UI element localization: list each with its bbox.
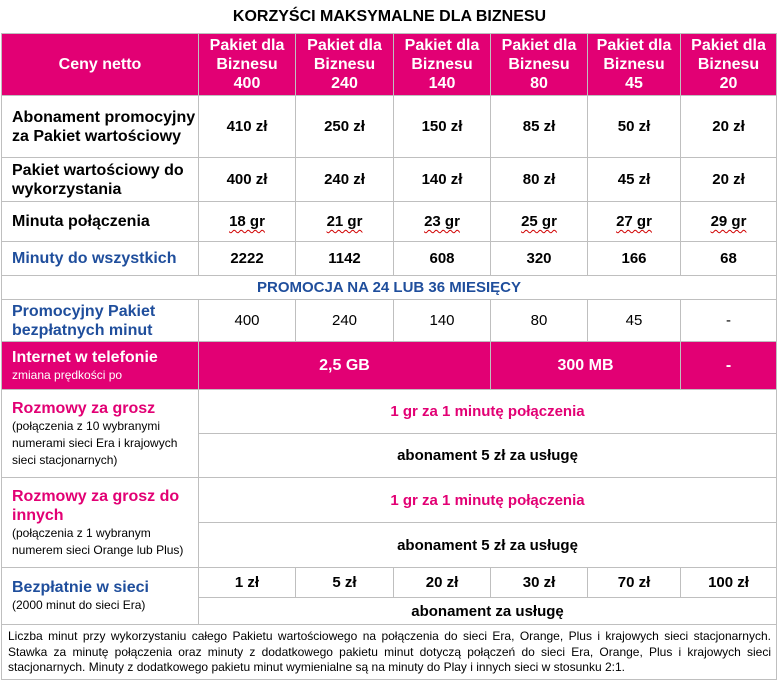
row-abonament — [2, 96, 777, 158]
cell-value: 320 — [491, 242, 588, 276]
cell-value: - — [681, 300, 777, 342]
cell-value: 240 — [296, 300, 394, 342]
cell-value: abonament 5 zł za usługę — [199, 434, 777, 478]
cell-value: 608 — [394, 242, 491, 276]
cell-value: 250 zł — [296, 96, 394, 158]
cell-value: 1142 — [296, 242, 394, 276]
cell-value: 50 zł — [588, 96, 681, 158]
row-label: Promocyjny Pakiet bezpłatnych minut — [2, 300, 199, 342]
row-grosz — [2, 390, 777, 434]
row-label-text: Rozmowy za grosz — [12, 399, 156, 417]
header-label: Ceny netto — [2, 34, 199, 96]
row-label: Minuta połączenia — [2, 202, 199, 242]
cell-value: 140 zł — [394, 158, 491, 202]
cell-value: 20 zł — [394, 568, 491, 598]
cell-value: 45 — [588, 300, 681, 342]
pricing-table — [1, 33, 777, 680]
cell-value: 1 gr za 1 minutę połączenia — [199, 478, 777, 523]
cell-value: 400 zł — [199, 158, 296, 202]
cell-text: 27 gr — [616, 213, 652, 230]
cell-value: 140 — [394, 300, 491, 342]
header-row — [2, 34, 777, 96]
cell-value: 85 zł — [491, 96, 588, 158]
cell-text: 21 gr — [326, 213, 363, 230]
row-label: Abonament promocyjny za Pakiet wartościowy — [2, 96, 199, 158]
cell-value — [681, 202, 777, 242]
cell-text: 23 gr — [424, 213, 460, 230]
cell-value: 70 zł — [588, 568, 681, 598]
cell-value: 68 — [681, 242, 777, 276]
cell-value: 410 zł — [199, 96, 296, 158]
cell-value: 45 zł — [588, 158, 681, 202]
footnote: Liczba minut przy wykorzystaniu całego Pakietu wartościowego na połączenia do sieci Era, Orange, Plus i krajowych sieci stacjonarnych. Stawka za minutę połączenia oraz minuty z dodatkowego pakietu minut dotyczą połączeń do sieci Era, Orange, Plus i krajowych sieci stacjonarnych. Minuty z dodatkowego pakietu minut wymienialne są na minuty do Play i innych sieci w stosunku 2:1. — [2, 625, 777, 680]
cell-value: 5 zł — [296, 568, 394, 598]
row-label — [2, 568, 199, 625]
cell-value: 240 zł — [296, 158, 394, 202]
cell-text: 25 gr — [521, 213, 557, 230]
row-promo-pakiet — [2, 300, 777, 342]
row-label — [2, 390, 199, 478]
cell-value — [199, 202, 296, 242]
cell-value: 2,5 GB — [199, 342, 491, 390]
cell-value: 166 — [588, 242, 681, 276]
cell-value: abonament 5 zł za usługę — [199, 523, 777, 568]
row-footnote — [2, 625, 777, 680]
row-label — [2, 342, 199, 390]
row-minuta — [2, 202, 777, 242]
header-package-80: Pakiet dla Biznesu 80 — [491, 34, 588, 96]
cell-value: 300 MB — [491, 342, 681, 390]
cell-value — [394, 202, 491, 242]
cell-value: 30 zł — [491, 568, 588, 598]
row-label: Minuty do wszystkich — [2, 242, 199, 276]
cell-value: 2222 — [199, 242, 296, 276]
row-promocja — [2, 276, 777, 300]
row-label-text: Internet w telefonie — [12, 348, 158, 366]
cell-value: 400 — [199, 300, 296, 342]
cell-value: 80 — [491, 300, 588, 342]
cell-text: 18 gr — [229, 213, 265, 230]
header-package-45: Pakiet dla Biznesu 45 — [588, 34, 681, 96]
cell-value — [588, 202, 681, 242]
row-label-text: Bezpłatnie w sieci — [12, 579, 149, 596]
row-bezplatnie — [2, 568, 777, 598]
row-internet — [2, 342, 777, 390]
row-minuty-wszystkich — [2, 242, 777, 276]
header-package-240: Pakiet dla Biznesu 240 — [296, 34, 394, 96]
header-package-20: Pakiet dla Biznesu 20 — [681, 34, 777, 96]
cell-value: 150 zł — [394, 96, 491, 158]
promotion-banner: PROMOCJA NA 24 LUB 36 MIESIĘCY — [2, 276, 777, 300]
cell-value: 20 zł — [681, 96, 777, 158]
cell-value: abonament za usługę — [199, 598, 777, 625]
row-pakiet — [2, 158, 777, 202]
row-label-text: Rozmowy za grosz do innych — [12, 487, 180, 524]
cell-value — [296, 202, 394, 242]
cell-value: - — [681, 342, 777, 390]
row-sublabel: zmiana prędkości po — [12, 367, 123, 382]
row-sublabel: (2000 minut do sieci Era) — [12, 598, 146, 612]
row-grosz-innych — [2, 478, 777, 523]
cell-value: 100 zł — [681, 568, 777, 598]
cell-value: 20 zł — [681, 158, 777, 202]
row-label — [2, 478, 199, 568]
row-label: Pakiet wartościowy do wykorzystania — [2, 158, 199, 202]
cell-value: 1 zł — [199, 568, 296, 598]
cell-value: 1 gr za 1 minutę połączenia — [199, 390, 777, 434]
row-sublabel: (połączenia z 1 wybranym numerem sieci Orange lub Plus) — [12, 525, 184, 557]
row-sublabel: (połączenia z 10 wybranymi numerami sieci Era i krajowych sieci stacjonarnych) — [12, 418, 178, 467]
header-package-400: Pakiet dla Biznesu 400 — [199, 34, 296, 96]
page-title: KORZYŚCI MAKSYMALNE DLA BIZNESU — [232, 8, 547, 25]
cell-value — [491, 202, 588, 242]
cell-value: 80 zł — [491, 158, 588, 202]
cell-text: 29 gr — [710, 213, 747, 230]
header-package-140: Pakiet dla Biznesu 140 — [394, 34, 491, 96]
